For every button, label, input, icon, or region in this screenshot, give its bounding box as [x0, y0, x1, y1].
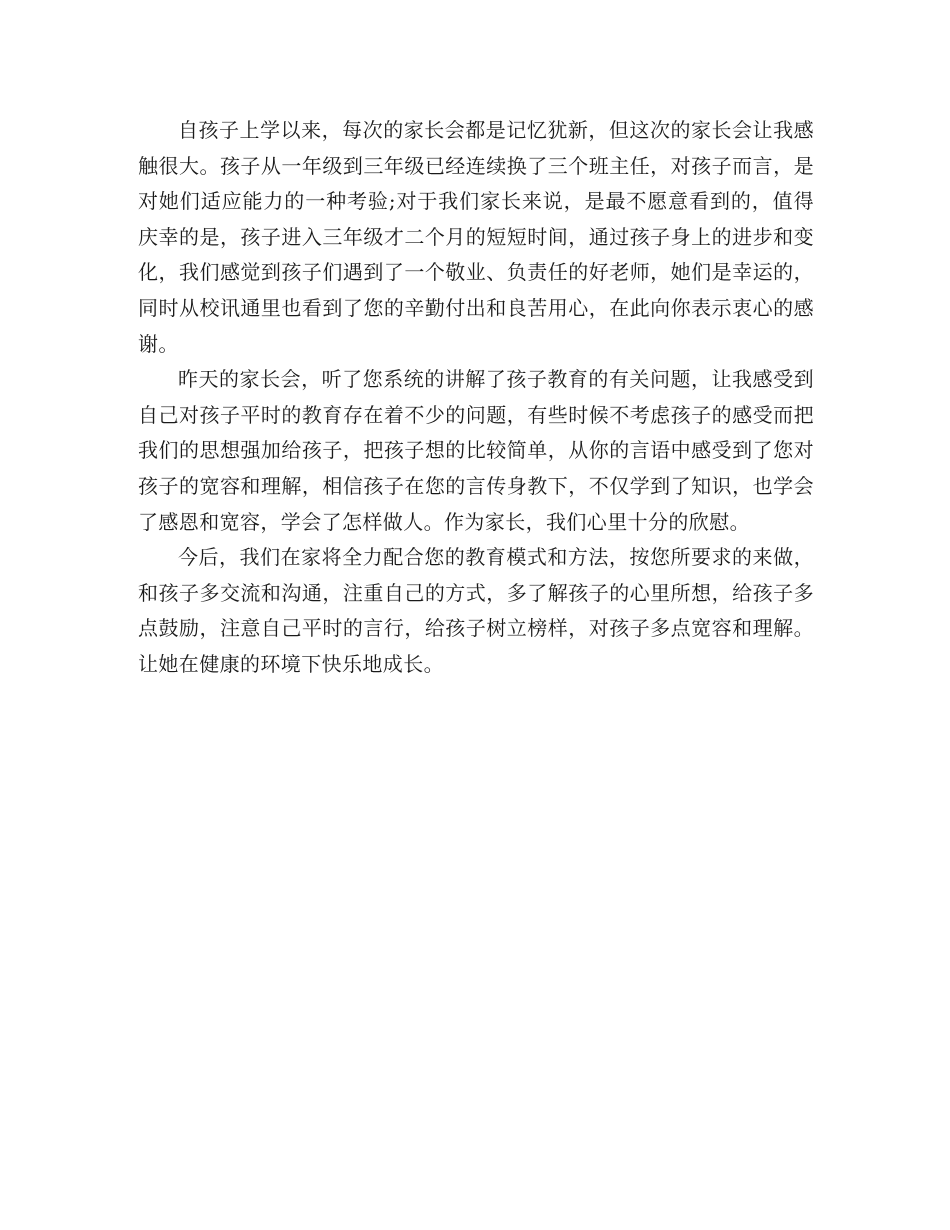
paragraph-2: 昨天的家长会，听了您系统的讲解了孩子教育的有关问题，让我感受到自己对孩子平时的教育存在着不少的问题，有些时候不考虑孩子的感受而把我们的思想强加给孩子，把孩子想的比较简单，从你的言语中感受到了您对孩子的宽容和理解，相信孩子在您的言传身教下，不仅学到了知识，也学会了感恩和宽容，学会了怎样做人。作为家长，我们心里十分的欣慰。: [138, 367, 814, 534]
paragraph-1: 自孩子上学以来，每次的家长会都是记忆犹新，但这次的家长会让我感触很大。孩子从一年级到三年级已经连续换了三个班主任，对孩子而言，是对她们适应能力的一种考验;对于我们家长来说，是最不愿意看到的，值得庆幸的是，孩子进入三年级才二个月的短短时间，通过孩子身上的进步和变化，我们感觉到孩子们遇到了一个敬业、负责任的好老师，她们是幸运的，同时从校讯通里也看到了您的辛勤付出和良苦用心，在此向你表示衷心的感谢。: [138, 118, 814, 356]
document-body: [138, 113, 814, 683]
paragraph-3: 今后，我们在家将全力配合您的教育模式和方法，按您所要求的来做，和孩子多交流和沟通，注重自己的方式，多了解孩子的心里所想，给孩子多点鼓励，注意自己平时的言行，给孩子树立榜样，对孩子多点宽容和理解。让她在健康的环境下快乐地成长。: [138, 545, 814, 676]
